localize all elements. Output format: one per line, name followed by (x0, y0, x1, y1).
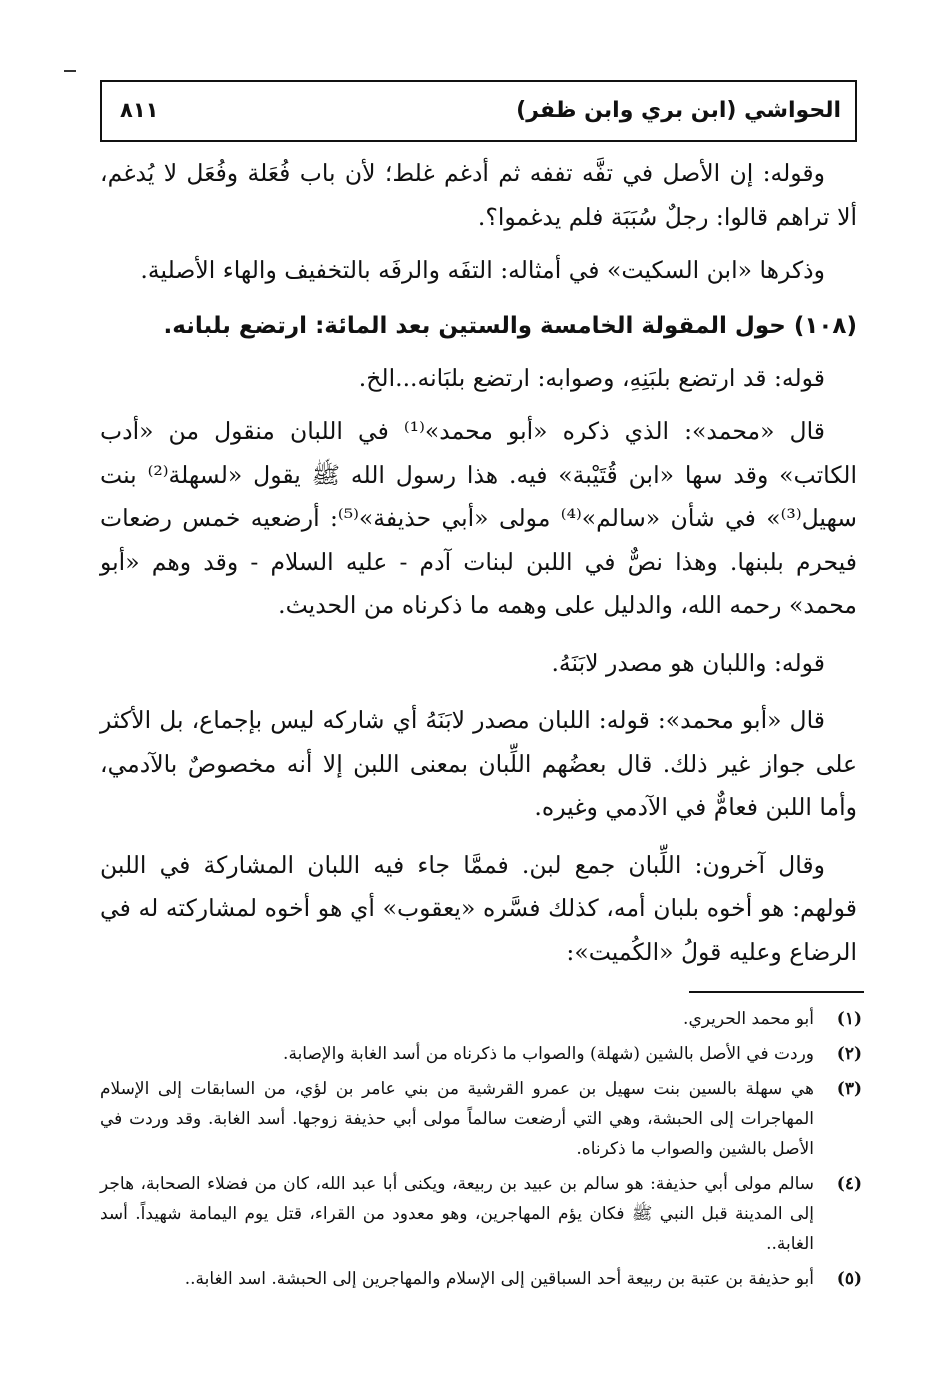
footnote-text: أبو حذيفة بن عتبة بن ربيعة أحد السباقين إلى الإسلام والمهاجرين إلى الحبشة. اسد الغابة.. (184, 1269, 814, 1289)
paragraph-4: قال «محمد»: الذي ذكره «أبو محمد»⁽¹⁾ في اللبان منقول من «أدب الكاتب» وقد سها «ابن قُتَيْبة» فيه. هذا رسول الله ﷺ يقول «لسهلة⁽²⁾ بنت سهيل⁽³⁾» في شأن «سالم»⁽⁴⁾ مولى «أبي حذيفة»⁽⁵⁾: أرضعيه خمس رضعات فيحرم بلبنها. وهذا نصٌّ في اللبن لبنات آدم - عليه السلام - وقد وهم «أبو محمد» رحمه الله، والدليل على وهمه ما ذكرناه من الحديث. (100, 417, 857, 619)
footnote-item (100, 1004, 862, 1034)
footnote-separator (689, 991, 864, 993)
footnote-text: وردت في الأصل بالشين (شهلة) والصواب ما ذكرناه من أسد الغابة والإصابة. (283, 1044, 814, 1064)
footnote-item (100, 1264, 862, 1294)
running-header (100, 80, 857, 142)
footnote-number: (٤) (836, 1174, 862, 1194)
footnote-item (100, 1074, 862, 1164)
section-heading: (١٠٨) حول المقولة الخامسة والستين بعد المائة: ارتضع بلبانه. (163, 312, 857, 339)
paragraph-1: وقوله: إن الأصل في تفَّه تففه ثم أدغم غلط؛ لأن باب فُعَلة وفُعَل لا يُدغم، ألا تراهم قالوا: رجلٌ سُبَبَة فلم يدغموا؟. (100, 159, 857, 231)
footnote-number: (٥) (836, 1269, 862, 1289)
page-number: ٨١١ (120, 98, 159, 122)
running-header-title: الحواشي (ابن بري وابن ظفر) (516, 98, 841, 123)
footnote-text: أبو محمد الحريري. (683, 1009, 814, 1029)
paragraph-3: قوله: قد ارتضع بلبَنِهِ، وصوابه: ارتضع بلبَانه...الخ. (358, 363, 825, 392)
paragraph-5: قوله: واللبان هو مصدر لابَنَهُ. (551, 648, 825, 677)
main-text (100, 152, 857, 984)
footnote-text: هي سهلة بالسين بنت سهيل بن عمرو القرشية من بني عامر بن لؤي، من السابقات إلى الإسلام المهاجرات إلى الحبشة، وهي التي أرضعت سالماً مولى أبي حذيفة زوجها. أسد الغابة. وقد وردت في الأصل بالشين والصواب ما ذكرناه. (100, 1079, 814, 1159)
corner-mark (64, 70, 76, 72)
paragraph-2: وذكرها «ابن السكيت» في أمثاله: التفَه والرفَه بالتخفيف والهاء الأصلية. (140, 256, 825, 284)
footnote-number: (١) (836, 1009, 862, 1029)
paragraph-7: وقال آخرون: اللِّبان جمع لبن. فممَّا جاء فيه اللبان المشاركة في اللبن قولهم: هو أخوه بلبان أمه، كذلك فسَّره «يعقوب» أي هو أخوه لمشاركته له في الرضاع وعليه قولُ «الكُميت»: (100, 850, 857, 966)
footnote-number: (٢) (836, 1044, 862, 1064)
footnote-item (100, 1039, 862, 1069)
footnote-text: سالم مولى أبي حذيفة: هو سالم بن عبيد بن ربيعة، ويكنى أبا عبد الله، كان من فضلاء الصحابة، هاجر إلى المدينة قبل النبي ﷺ فكان يؤم المهاجرين، وهو معدود من القراء، قتل يوم اليمامة شهيداً. أسد الغابة.. (100, 1174, 814, 1254)
footnote-item (100, 1169, 862, 1259)
footnote-number: (٣) (836, 1079, 862, 1099)
paragraph-6: قال «أبو محمد»: قوله: اللبان مصدر لابَنَهُ أي شاركه ليس بإجماع، بل الأكثر على جواز غير ذلك. قال بعضُهم اللِّبان بمعنى اللبن إلا أنه مخصوصٌ بالآدمي، وأما اللبن فعامٌّ في الآدمي وغيره. (100, 706, 857, 821)
footnotes (100, 1004, 862, 1299)
